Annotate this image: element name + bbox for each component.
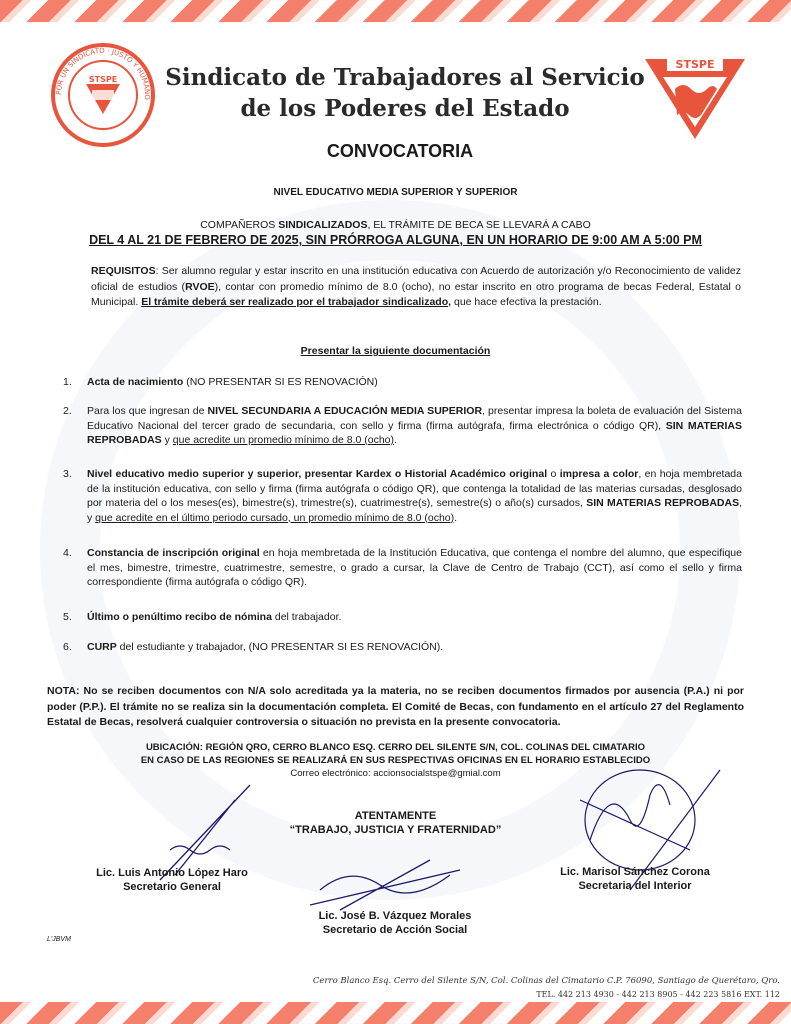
- intro-line: [100, 219, 691, 231]
- requisitos-label: REQUISITOS: [91, 265, 156, 277]
- atentamente: ATENTAMENTE: [354, 810, 437, 822]
- lema: “TRABAJO, JUSTICIA Y FRATERNIDAD”: [289, 824, 502, 836]
- nivel-heading: NIVEL EDUCATIVO MEDIA SUPERIOR Y SUPERIOR: [273, 187, 518, 198]
- signer-name: Lic. Luis Antonio López Haro: [96, 867, 248, 879]
- requisitos-text-1: : Ser alumno regular y estar inscrito en una institución educativa con Acuerdo de autorización y/o Reconocimiento de validez oficial de estudios (: [91, 265, 741, 293]
- bottom-decorative-stripe: [0, 1002, 791, 1024]
- list-item: [63, 404, 742, 448]
- requisitos-text-2: ), contar con promedio mínimo de 8.0 (ocho), no estar inscrito en otro programa de becas Federal, Estatal o Municipal.: [91, 280, 741, 308]
- requisitos-underlined: El trámite deberá ser realizado por el trabajador sindicalizado,: [141, 296, 452, 308]
- signature-block-center: [285, 909, 505, 937]
- item-bold: SIN MATERIAS REPROBADAS: [586, 497, 740, 509]
- item-bold: NIVEL SECUNDARIA A EDUCACIÓN MEDIA SUPERIOR: [207, 405, 483, 417]
- item-text: , presentar impresa la boleta de evaluación del Sistema Educativo Nacional del tercer grado de secundaria, con sello y firma (firma autógrafa, firma electrónica o código QR),: [87, 405, 742, 432]
- list-item: [63, 467, 742, 525]
- item-text: del estudiante y trabajador, (NO PRESENTAR SI ES RENOVACIÓN).: [116, 641, 444, 653]
- footer-address-block: [250, 975, 780, 1001]
- list-item-number: 3.: [63, 468, 72, 480]
- list-item-number: 1.: [63, 376, 72, 388]
- ubicacion-line-1: UBICACIÓN: REGIÓN QRO, CERRO BLANCO ESQ. CERRO DEL SILENTE S/N, COL. COLINAS DEL CIMATARIO: [145, 742, 646, 753]
- item-bold: Último o penúltimo recibo de nómina: [87, 611, 272, 623]
- item-bold: Nivel educativo medio superior y superior, presentar Kardex o Historial Académico original: [87, 468, 548, 480]
- ubicacion-line-2: EN CASO DE LAS REGIONES SE REALIZARÁ EN SUS RESPECTIVAS OFICINAS EN EL HORARIO ESTABLECIDO: [140, 755, 651, 766]
- ubicacion-email: Correo electrónico: accionsocialstspe@gmial.com: [290, 768, 501, 779]
- item-bold: Acta de nacimiento: [87, 376, 184, 388]
- intro-sindicalizados: SINDICALIZADOS: [278, 219, 368, 231]
- convocatoria-heading: CONVOCATORIA: [326, 141, 474, 161]
- list-item-number: 5.: [63, 611, 72, 623]
- item-text: , en hoja membretada de la institución educativa, con sello y firma (firma autógrafa o código QR), que contenga la totalidad de las materias cursadas, desglosado por materia del o los meses(es), bimestre(s), trimestre(s), cuatrimestre(s), semestre(s) o año(s) cursados,: [87, 468, 742, 509]
- title-line-2: de los Poderes del Estado: [240, 95, 570, 122]
- item-text: .: [454, 511, 458, 524]
- signer-name: Lic. Marisol Sánchez Corona: [560, 866, 710, 878]
- item-text: en hoja membretada de la Institución Educativa, que contenga el nombre del alumno, que especifique el mes, bimestre, trimestre, cuatrimestre, semestre, o grado a cursar, la Clave de Centro de Trabajo (CCT), así como el sello y firma correspondiente (firma autógrafa o código QR).: [87, 547, 742, 588]
- signer-name: Lic. José B. Vázquez Morales: [318, 910, 472, 922]
- item-underlined: que acredite un promedio mínimo de 8.0 (ocho): [172, 434, 394, 446]
- item-text: .: [394, 434, 397, 446]
- footer-address: Cerro Blanco Esq. Cerro del Silente S/N, Col. Colinas del Cimatario C.P. 76090, Santiago de Querétaro, Qro.: [312, 976, 780, 986]
- top-decorative-stripe: [0, 0, 791, 22]
- signature-block-left: [72, 866, 272, 894]
- initials: L'JBVM: [47, 936, 71, 943]
- title-line-1: Sindicato de Trabajadores al Servicio: [165, 64, 645, 91]
- item-bold: CURP: [87, 641, 117, 653]
- item-bold: impresa a color: [559, 468, 639, 480]
- intro-text-1: COMPAÑEROS: [200, 219, 279, 231]
- list-item: [63, 610, 742, 625]
- list-item: [63, 640, 742, 655]
- list-item-number: 2.: [63, 405, 72, 417]
- signer-role: Secretario General: [123, 881, 221, 893]
- documentation-heading: Presentar la siguiente documentación: [300, 345, 491, 357]
- item-text: del trabajador.: [271, 611, 342, 623]
- rvoe-label: RVOE: [185, 280, 215, 293]
- nota-paragraph: NOTA: No se reciben documentos con N/A solo acreditada ya la materia, no se reciben documentos firmados por ausencia (P.A.) ni por poder (P.P.). El trámite no se realiza sin la documentación completa. El Comité de Becas, con fundamento en el artículo 27 del Reglamento Estatal de Becas, resolverá cualquier controversia o situación no prevista en la presente convocatoria.: [47, 685, 744, 728]
- item-text: Para los que ingresan de: [87, 405, 208, 417]
- logo-right-text: STSPE: [675, 58, 715, 71]
- item-underlined: que acredite en el último periodo cursado, un promedio mínimo de 8.0 (ocho): [95, 511, 455, 524]
- item-text: , y: [87, 497, 742, 524]
- item-text: y: [161, 434, 173, 446]
- item-bold: SIN MATERIAS REPROBADAS: [87, 419, 742, 446]
- seal-ring-text: POR UN SINDICATO · JUSTO Y HUMANO: [54, 46, 152, 101]
- footer-phones: TEL. 442 213 4930 - 442 213 8905 - 442 223 5816 EXT. 112: [536, 990, 780, 999]
- list-item-number: 6.: [63, 641, 72, 653]
- item-text: (NO PRESENTAR SI ES RENOVACIÓN): [183, 376, 378, 388]
- list-item: [63, 546, 742, 590]
- union-seal-logo: [50, 42, 156, 148]
- seal-inner-text: STSPE: [88, 75, 118, 84]
- signature-block-right: [540, 865, 730, 893]
- list-item-number: 4.: [63, 547, 72, 559]
- signer-role: Secretario de Acción Social: [322, 924, 468, 936]
- item-text: o: [547, 468, 560, 480]
- requisitos-paragraph: [91, 264, 741, 311]
- dates-line: DEL 4 AL 21 DE FEBRERO DE 2025, SIN PRÓRROGA ALGUNA, EN UN HORARIO DE 9:00 AM A 5:00 PM: [89, 233, 702, 247]
- closing-block: [250, 809, 541, 837]
- page-title: [150, 62, 660, 124]
- requisitos-text-3: que hace efectiva la prestación.: [451, 296, 602, 308]
- signer-role: Secretaria del Interior: [578, 880, 692, 892]
- item-bold: Constancia de inscripción original: [87, 547, 260, 559]
- intro-text-3: , EL TRÁMITE DE BECA SE LLEVARÁ A CABO: [367, 219, 591, 231]
- list-item: [63, 375, 742, 390]
